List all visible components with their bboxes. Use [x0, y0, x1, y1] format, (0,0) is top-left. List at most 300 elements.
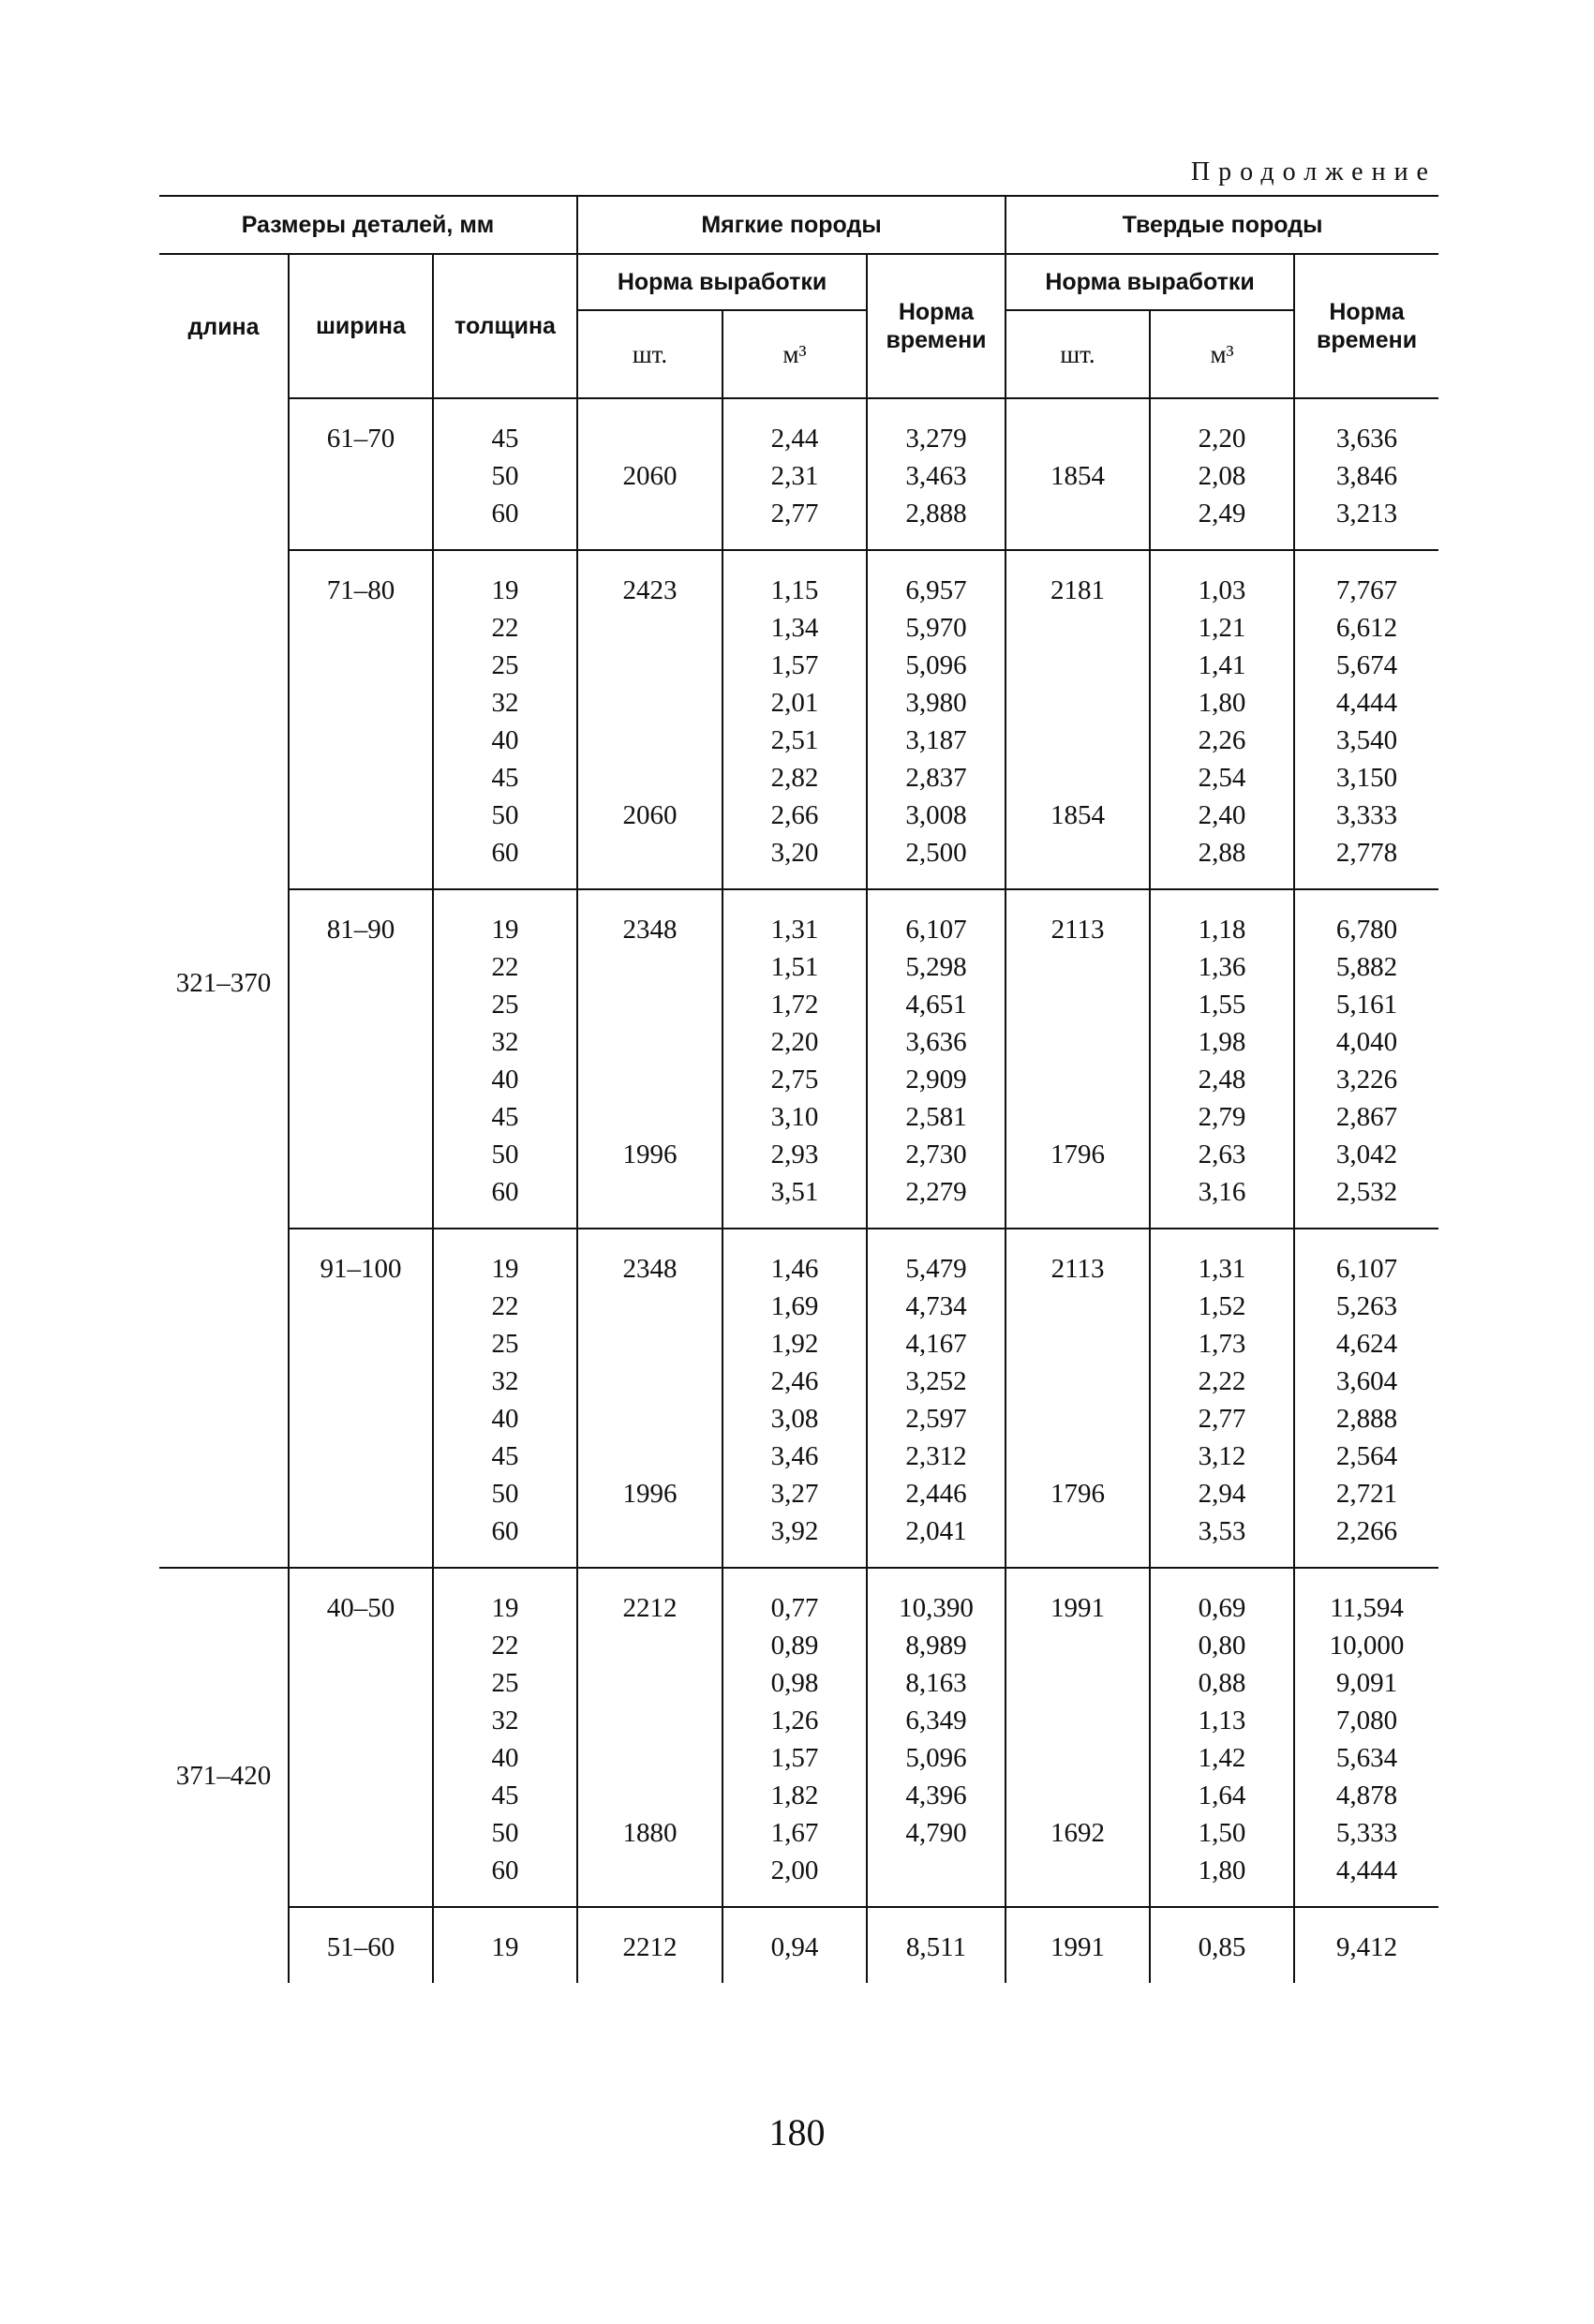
width-cell: [289, 889, 433, 1229]
width-cell: [289, 1229, 433, 1568]
hard-time-value: 3,226: [1335, 1065, 1398, 1095]
header-soft-pcs: шт.: [577, 310, 723, 398]
soft-pcs-value: [578, 647, 722, 684]
soft-pcs-value: [578, 684, 722, 722]
soft-pcs-value: [578, 1400, 722, 1438]
hard-m3-value: 1,64: [1198, 1780, 1246, 1810]
hard-pcs-value: 1991: [1050, 1932, 1106, 1962]
soft-pcs-cell: [577, 398, 723, 550]
hard-m3-value: 1,21: [1198, 613, 1246, 643]
hard-pcs-value: [1006, 834, 1149, 872]
soft-pcs-value: [578, 609, 722, 647]
hard-m3-value: 1,42: [1198, 1743, 1246, 1773]
soft-pcs-value: [578, 1438, 722, 1475]
soft-time-value: 2,041: [905, 1516, 967, 1546]
soft-m3-value: 0,98: [770, 1668, 819, 1698]
soft-time-cell: [867, 1907, 1006, 1983]
thickness-value: 40: [491, 1065, 519, 1095]
table-row: [159, 398, 1438, 550]
soft-m3-value: 2,77: [770, 499, 819, 529]
hard-time-value: 2,266: [1335, 1516, 1398, 1546]
hard-pcs-value: [1006, 684, 1149, 722]
hard-m3-cell: [1150, 1229, 1294, 1568]
hard-pcs-value: [1006, 1325, 1149, 1363]
thickness-value: 50: [491, 1818, 519, 1848]
soft-time-value: 5,096: [905, 1743, 967, 1773]
hard-time-value: 2,778: [1335, 838, 1398, 868]
thickness-value: 45: [491, 763, 519, 793]
hard-time-value: 10,000: [1329, 1631, 1405, 1661]
soft-time-value: 4,734: [905, 1291, 967, 1321]
hard-m3-cell: [1150, 398, 1294, 550]
soft-m3-value: 3,10: [770, 1102, 819, 1132]
soft-pcs-value: [578, 1061, 722, 1098]
thickness-value: 32: [491, 1366, 519, 1396]
hard-m3-value: 2,08: [1198, 461, 1246, 491]
width-cell: [289, 1907, 433, 1983]
table-row: [159, 1907, 1438, 1983]
hard-pcs-value: 2113: [1050, 1254, 1105, 1284]
thickness-value: 60: [491, 499, 519, 529]
soft-time-value: 5,096: [905, 650, 967, 680]
soft-pcs-value: [578, 834, 722, 872]
hard-pcs-value: [1006, 1061, 1149, 1098]
soft-pcs-value: 2423: [622, 575, 678, 605]
hard-m3-value: 0,88: [1198, 1668, 1246, 1698]
width-cell: [289, 1568, 433, 1907]
soft-time-value: 5,298: [905, 952, 967, 982]
soft-m3-value: 1,69: [770, 1291, 819, 1321]
soft-pcs-value: 2348: [622, 915, 678, 945]
soft-m3-value: 3,92: [770, 1516, 819, 1546]
hard-time-value: 3,150: [1335, 763, 1398, 793]
soft-m3-value: 0,94: [770, 1932, 819, 1962]
header-hard: Твердые породы: [1006, 196, 1438, 254]
hard-pcs-value: 1854: [1050, 461, 1106, 491]
hard-pcs-value: [1006, 1664, 1149, 1702]
thickness-value: 22: [491, 613, 519, 643]
thickness-cell: [433, 398, 577, 550]
hard-m3-value: 0,80: [1198, 1631, 1246, 1661]
hard-pcs-value: 1692: [1050, 1818, 1106, 1848]
hard-m3-value: 1,18: [1198, 915, 1246, 945]
hard-pcs-value: [1006, 1702, 1149, 1739]
soft-m3-value: 2,51: [770, 725, 819, 755]
thickness-value: 32: [491, 1027, 519, 1057]
hard-time-value: 2,721: [1335, 1479, 1398, 1509]
hard-time-value: 5,882: [1335, 952, 1398, 982]
thickness-value: 40: [491, 1743, 519, 1773]
soft-pcs-value: [578, 1739, 722, 1777]
thickness-value: 22: [491, 1291, 519, 1321]
thickness-value: 45: [491, 1780, 519, 1810]
soft-time-value: [868, 1852, 1005, 1889]
hard-m3-value: 2,26: [1198, 725, 1246, 755]
thickness-value: 45: [491, 1102, 519, 1132]
thickness-value: 60: [491, 1516, 519, 1546]
hard-pcs-value: 1854: [1050, 800, 1106, 830]
soft-pcs-value: 2212: [622, 1593, 678, 1623]
header-soft-m3: м³: [723, 310, 867, 398]
hard-time-value: 3,540: [1335, 725, 1398, 755]
soft-pcs-value: [578, 1512, 722, 1550]
hard-pcs-value: [1006, 1023, 1149, 1061]
soft-time-value: 4,396: [905, 1780, 967, 1810]
soft-time-cell: [867, 1229, 1006, 1568]
soft-pcs-value: 2060: [622, 461, 678, 491]
soft-m3-value: 3,27: [770, 1479, 819, 1509]
hard-pcs-value: 1796: [1050, 1140, 1106, 1169]
soft-m3-value: 1,34: [770, 613, 819, 643]
length-cell: 321–370: [175, 967, 272, 998]
hard-m3-value: 1,13: [1198, 1706, 1246, 1736]
hard-pcs-value: [1006, 495, 1149, 532]
soft-pcs-value: 1880: [622, 1818, 678, 1848]
hard-time-value: 5,674: [1335, 650, 1398, 680]
hard-pcs-cell: [1006, 398, 1150, 550]
soft-m3-cell: [723, 889, 867, 1229]
soft-time-value: 4,790: [905, 1818, 967, 1848]
hard-time-value: 3,636: [1335, 424, 1398, 454]
soft-time-value: 2,312: [905, 1441, 967, 1471]
soft-pcs-value: [578, 1852, 722, 1889]
header-hard-output: Норма выработки: [1006, 254, 1294, 310]
hard-m3-value: 2,20: [1198, 424, 1246, 454]
hard-pcs-value: 2113: [1050, 915, 1105, 945]
hard-time-cell: [1294, 1229, 1438, 1568]
soft-m3-value: 1,72: [770, 990, 819, 1020]
soft-time-value: 3,463: [905, 461, 967, 491]
hard-m3-value: 2,79: [1198, 1102, 1246, 1132]
soft-time-value: 6,107: [905, 915, 967, 945]
thickness-value: 32: [491, 1706, 519, 1736]
width-value: 40–50: [326, 1593, 395, 1623]
hard-m3-value: 1,80: [1198, 688, 1246, 718]
page-number: 180: [768, 2111, 826, 2153]
hard-m3-value: 2,48: [1198, 1065, 1246, 1095]
soft-m3-value: 2,46: [770, 1366, 819, 1396]
soft-pcs-value: [578, 722, 722, 759]
thickness-value: 32: [491, 688, 519, 718]
hard-pcs-cell: [1006, 1229, 1150, 1568]
hard-m3-cell: [1150, 550, 1294, 889]
hard-pcs-value: [1006, 759, 1149, 797]
soft-m3-value: 1,46: [770, 1254, 819, 1284]
soft-pcs-value: [578, 986, 722, 1023]
soft-time-value: 6,957: [905, 575, 967, 605]
thickness-value: 50: [491, 461, 519, 491]
hard-m3-value: 1,55: [1198, 990, 1246, 1020]
thickness-value: 22: [491, 952, 519, 982]
soft-m3-cell: [723, 398, 867, 550]
hard-m3-value: 1,73: [1198, 1329, 1246, 1359]
hard-pcs-value: [1006, 1098, 1149, 1136]
table-row: [159, 889, 1438, 1229]
soft-m3-value: 2,01: [770, 688, 819, 718]
soft-pcs-value: 2348: [622, 1254, 678, 1284]
hard-time-value: 3,846: [1335, 461, 1398, 491]
hard-time-value: 2,564: [1335, 1441, 1398, 1471]
hard-time-value: 4,444: [1335, 1855, 1398, 1885]
hard-time-value: 5,263: [1335, 1291, 1398, 1321]
hard-m3-value: 2,40: [1198, 800, 1246, 830]
table-row: [159, 550, 1438, 889]
soft-pcs-value: [578, 1664, 722, 1702]
thickness-value: 40: [491, 1404, 519, 1434]
thickness-cell: [433, 1568, 577, 1907]
width-value: 51–60: [326, 1932, 395, 1962]
header-hard-time: Норма времени: [1294, 254, 1438, 398]
soft-pcs-value: [578, 1173, 722, 1211]
hard-m3-value: 3,12: [1198, 1441, 1246, 1471]
hard-time-cell: [1294, 1907, 1438, 1983]
thickness-value: 19: [491, 1932, 519, 1962]
soft-time-value: 2,597: [905, 1404, 967, 1434]
hard-time-value: 7,767: [1335, 575, 1398, 605]
soft-pcs-cell: [577, 889, 723, 1229]
thickness-value: 22: [491, 1631, 519, 1661]
thickness-value: 19: [491, 915, 519, 945]
hard-pcs-value: [1006, 420, 1149, 457]
hard-m3-value: 1,36: [1198, 952, 1246, 982]
soft-m3-value: 3,46: [770, 1441, 819, 1471]
header-soft-output: Норма выработки: [577, 254, 867, 310]
header-hard-pcs: шт.: [1006, 310, 1150, 398]
hard-m3-value: 2,88: [1198, 838, 1246, 868]
soft-m3-cell: [723, 550, 867, 889]
hard-time-value: 3,042: [1335, 1140, 1398, 1169]
thickness-value: 19: [491, 575, 519, 605]
thickness-value: 50: [491, 800, 519, 830]
width-value: 81–90: [326, 915, 395, 945]
soft-m3-value: 2,93: [770, 1140, 819, 1169]
soft-time-value: 8,163: [905, 1668, 967, 1698]
thickness-value: 25: [491, 650, 519, 680]
soft-time-cell: [867, 550, 1006, 889]
hard-m3-cell: [1150, 1568, 1294, 1907]
hard-time-value: 2,867: [1335, 1102, 1398, 1132]
hard-time-value: 4,624: [1335, 1329, 1398, 1359]
thickness-value: 60: [491, 1177, 519, 1207]
soft-time-value: 2,888: [905, 499, 967, 529]
soft-pcs-value: [578, 495, 722, 532]
soft-pcs-value: [578, 1288, 722, 1325]
thickness-cell: [433, 1907, 577, 1983]
hard-time-value: 4,878: [1335, 1780, 1398, 1810]
hard-pcs-value: [1006, 1363, 1149, 1400]
hard-m3-value: 1,50: [1198, 1818, 1246, 1848]
hard-pcs-cell: [1006, 1907, 1150, 1983]
hard-time-cell: [1294, 889, 1438, 1229]
soft-time-value: 3,008: [905, 800, 967, 830]
header-soft-time: Норма времени: [867, 254, 1006, 398]
soft-m3-value: 1,31: [770, 915, 819, 945]
hard-m3-value: 2,63: [1198, 1140, 1246, 1169]
soft-pcs-value: [578, 1627, 722, 1664]
soft-pcs-value: 2060: [622, 800, 678, 830]
thickness-cell: [433, 889, 577, 1229]
hard-time-value: 2,888: [1335, 1404, 1398, 1434]
soft-pcs-cell: [577, 1568, 723, 1907]
soft-time-value: 2,279: [905, 1177, 967, 1207]
hard-time-value: 3,333: [1335, 800, 1398, 830]
hard-pcs-value: 2181: [1050, 575, 1106, 605]
hard-pcs-value: [1006, 609, 1149, 647]
hard-m3-value: 2,77: [1198, 1404, 1246, 1434]
hard-time-value: 3,213: [1335, 499, 1398, 529]
soft-time-value: 2,500: [905, 838, 967, 868]
thickness-value: 50: [491, 1479, 519, 1509]
soft-pcs-value: 2212: [622, 1932, 678, 1962]
width-value: 91–100: [320, 1254, 402, 1284]
soft-m3-value: 2,20: [770, 1027, 819, 1057]
soft-pcs-value: [578, 1325, 722, 1363]
header-thickness: толщина: [433, 254, 577, 398]
thickness-value: 45: [491, 424, 519, 454]
hard-pcs-value: [1006, 1777, 1149, 1814]
soft-time-value: 2,446: [905, 1479, 967, 1509]
soft-pcs-value: 1996: [622, 1479, 678, 1509]
thickness-value: 25: [491, 990, 519, 1020]
soft-m3-value: 1,57: [770, 1743, 819, 1773]
hard-time-cell: [1294, 398, 1438, 550]
continuation-label: Продолжение: [1190, 157, 1437, 186]
hard-time-value: 6,107: [1335, 1254, 1398, 1284]
hard-pcs-value: [1006, 1288, 1149, 1325]
soft-m3-value: 1,15: [770, 575, 819, 605]
hard-pcs-value: [1006, 1512, 1149, 1550]
soft-m3-value: 2,00: [770, 1855, 819, 1885]
hard-time-value: 9,412: [1335, 1932, 1398, 1962]
hard-pcs-value: [1006, 948, 1149, 986]
table-row: [159, 1568, 1438, 1907]
thickness-value: 40: [491, 725, 519, 755]
thickness-cell: [433, 1229, 577, 1568]
width-value: 71–80: [326, 575, 395, 605]
soft-m3-value: 2,31: [770, 461, 819, 491]
hard-pcs-cell: [1006, 550, 1150, 889]
header-sizes: Размеры деталей, мм: [159, 196, 577, 254]
header-soft: Мягкие породы: [577, 196, 1006, 254]
thickness-value: 19: [491, 1254, 519, 1284]
thickness-value: 45: [491, 1441, 519, 1471]
hard-pcs-value: [1006, 1438, 1149, 1475]
soft-time-value: 3,252: [905, 1366, 967, 1396]
soft-m3-value: 0,89: [770, 1631, 819, 1661]
table-body: [159, 398, 1438, 1983]
soft-pcs-value: [578, 948, 722, 986]
hard-m3-value: 3,53: [1198, 1516, 1246, 1546]
soft-m3-value: 1,82: [770, 1780, 819, 1810]
hard-pcs-value: 1796: [1050, 1479, 1106, 1509]
soft-m3-value: 3,20: [770, 838, 819, 868]
hard-time-value: 9,091: [1335, 1668, 1398, 1698]
hard-pcs-value: 1991: [1050, 1593, 1106, 1623]
hard-time-value: 4,444: [1335, 688, 1398, 718]
hard-m3-cell: [1150, 1907, 1294, 1983]
hard-m3-value: 1,52: [1198, 1291, 1246, 1321]
hard-pcs-value: [1006, 1400, 1149, 1438]
soft-time-value: 3,279: [905, 424, 967, 454]
soft-time-value: 2,730: [905, 1140, 967, 1169]
hard-m3-value: 2,94: [1198, 1479, 1246, 1509]
soft-m3-cell: [723, 1568, 867, 1907]
hard-pcs-value: [1006, 1739, 1149, 1777]
soft-m3-cell: [723, 1907, 867, 1983]
soft-m3-value: 1,51: [770, 952, 819, 982]
hard-time-value: 5,634: [1335, 1743, 1398, 1773]
soft-pcs-value: 1996: [622, 1140, 678, 1169]
hard-pcs-value: [1006, 722, 1149, 759]
hard-m3-value: 0,85: [1198, 1932, 1246, 1962]
hard-m3-value: 1,98: [1198, 1027, 1246, 1057]
hard-m3-value: 1,80: [1198, 1855, 1246, 1885]
soft-pcs-cell: [577, 1229, 723, 1568]
soft-pcs-value: [578, 1023, 722, 1061]
hard-m3-value: 1,41: [1198, 650, 1246, 680]
hard-time-cell: [1294, 1568, 1438, 1907]
hard-time-value: 3,604: [1335, 1366, 1398, 1396]
hard-m3-value: 0,69: [1198, 1593, 1246, 1623]
soft-m3-value: 2,75: [770, 1065, 819, 1095]
hard-m3-value: 2,49: [1198, 499, 1246, 529]
soft-pcs-value: [578, 1702, 722, 1739]
hard-m3-value: 1,03: [1198, 575, 1246, 605]
hard-pcs-cell: [1006, 889, 1150, 1229]
soft-time-value: 3,980: [905, 688, 967, 718]
hard-m3-value: 1,31: [1198, 1254, 1246, 1284]
hard-time-value: 6,612: [1335, 613, 1398, 643]
soft-time-value: 6,349: [905, 1706, 967, 1736]
soft-m3-value: 2,66: [770, 800, 819, 830]
hard-time-value: 4,040: [1335, 1027, 1398, 1057]
table-header: [159, 196, 1438, 398]
hard-pcs-value: [1006, 986, 1149, 1023]
hard-m3-cell: [1150, 889, 1294, 1229]
soft-time-value: 4,167: [905, 1329, 967, 1359]
soft-time-value: 8,989: [905, 1631, 967, 1661]
soft-time-cell: [867, 1568, 1006, 1907]
soft-time-value: 5,479: [905, 1254, 967, 1284]
hard-time-value: 5,161: [1335, 990, 1398, 1020]
hard-time-value: 6,780: [1335, 915, 1398, 945]
soft-time-value: 4,651: [905, 990, 967, 1020]
soft-time-value: 10,390: [899, 1593, 974, 1623]
width-cell: [289, 550, 433, 889]
soft-time-value: 8,511: [905, 1932, 967, 1962]
soft-m3-value: 1,67: [770, 1818, 819, 1848]
header-hard-m3: м³: [1150, 310, 1294, 398]
thickness-value: 60: [491, 838, 519, 868]
norms-table: [159, 195, 1438, 1983]
hard-pcs-value: [1006, 647, 1149, 684]
soft-m3-value: 1,92: [770, 1329, 819, 1359]
soft-m3-value: 3,51: [770, 1177, 819, 1207]
header-width: ширина: [289, 254, 433, 398]
table-row: [159, 1229, 1438, 1568]
soft-m3-value: 0,77: [770, 1593, 819, 1623]
soft-time-value: 2,581: [905, 1102, 967, 1132]
soft-m3-cell: [723, 1229, 867, 1568]
soft-time-value: 2,909: [905, 1065, 967, 1095]
soft-pcs-value: [578, 1777, 722, 1814]
soft-m3-value: 2,44: [770, 424, 819, 454]
soft-pcs-value: [578, 1098, 722, 1136]
soft-pcs-cell: [577, 550, 723, 889]
soft-m3-value: 2,82: [770, 763, 819, 793]
hard-m3-value: 2,54: [1198, 763, 1246, 793]
hard-time-value: 11,594: [1330, 1593, 1404, 1623]
